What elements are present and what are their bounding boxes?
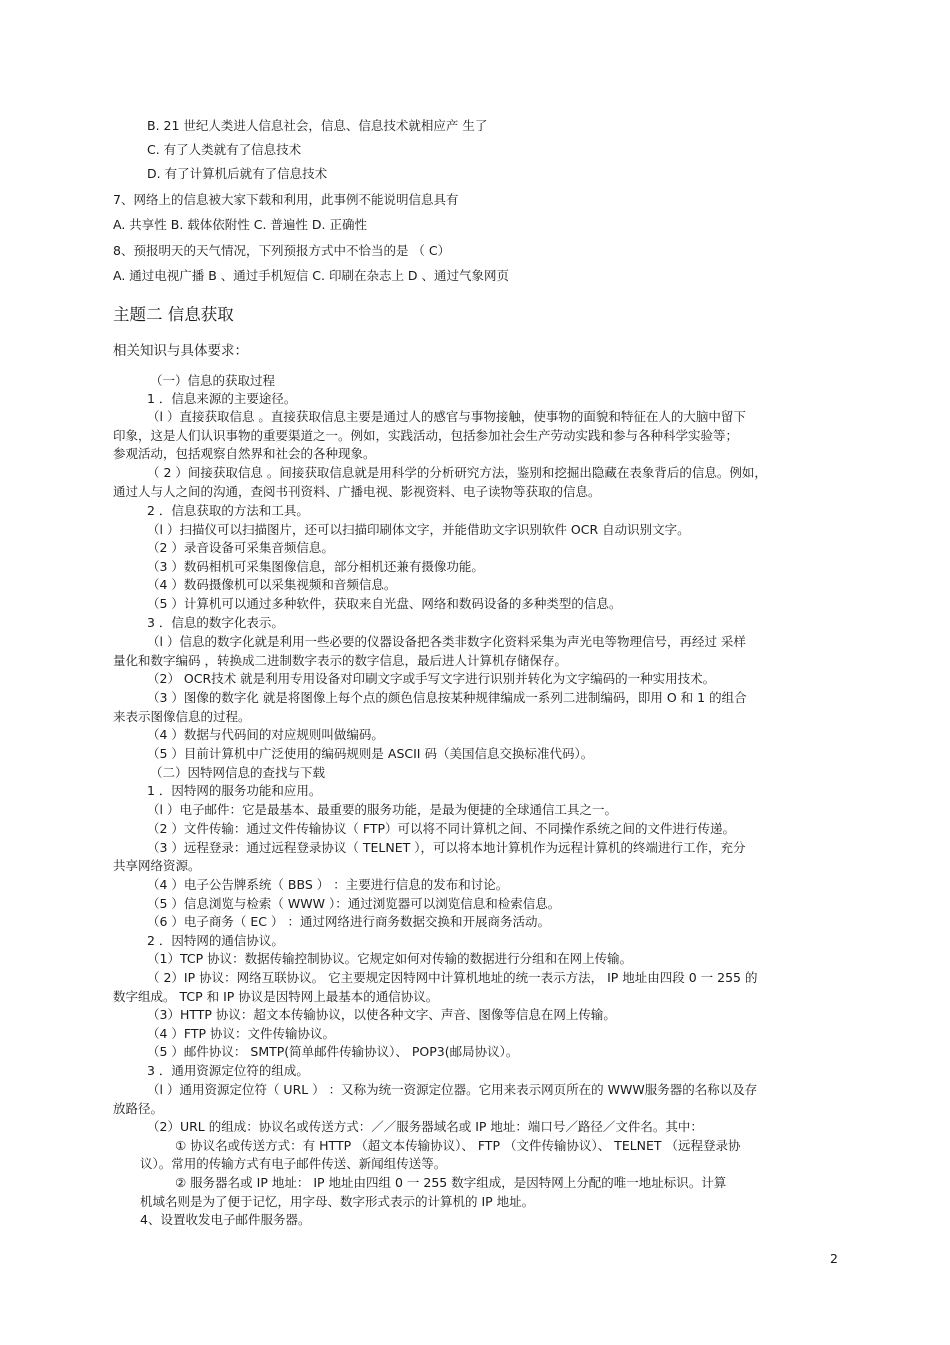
text-line: 3 ．通用资源定位符的组成。: [147, 1063, 309, 1078]
text-line: B. 21 世纪人类进人信息社会，信息、信息技术就相应产 生了: [147, 118, 488, 133]
text-line: A. 通过电视广播 B 、通过手机短信 C. 印刷在杂志上 D 、通过气象网页: [113, 268, 510, 283]
subsection-heading: 相关知识与具体要求：: [113, 343, 248, 359]
page-number: 2: [830, 1251, 838, 1266]
text-line: 参观活动，包括观察自然界和社会的各种现象。: [113, 446, 376, 461]
text-line: （二）因特网信息的查找与下载: [150, 765, 326, 780]
text-line: 议）。常用的传输方式有电子邮件传送、新闻组传送等。: [140, 1156, 447, 1171]
text-line: （3）HTTP 协议：超文本传输协议，以使各种文字、声音、图像等信息在网上传输。: [147, 1007, 616, 1022]
text-line: 通过人与人之间的沟通，查阅书刊资料、广播电视、影视资料、电子读物等获取的信息。: [113, 484, 601, 499]
text-line: （ 2）IP 协议：网络互联协议。 它主要规定因特网中计算机地址的统一表示方法， IP 地址由四段 0 一 255 的: [147, 970, 758, 985]
text-line: 3 ．信息的数字化表示。: [147, 615, 284, 630]
text-line: （ 2 ）间接获取信息 。间接获取信息就是用科学的分析研究方法，鉴别和挖掘出隐藏在表象背后的信息。例如，: [147, 465, 767, 480]
text-line: 印象，这是人们认识事物的重要渠道之一。例如，实践活动，包括参加社会生产劳动实践和参与各种科学实验等；: [113, 428, 739, 443]
text-line: 共享网络资源。: [113, 858, 201, 873]
text-line: 1 ．信息来源的主要途径。: [147, 391, 297, 406]
text-line: （1）TCP 协议：数据传输控制协议。它规定如何对传输的数据进行分组和在网上传输。: [147, 951, 633, 966]
text-line: （l ）信息的数字化就是利用一些必要的仪器设备把各类非数字化资料采集为声光电等物理信号，再经过 采样: [147, 634, 746, 649]
text-line: 放路径。: [113, 1101, 164, 1116]
text-line: 量化和数字编码 ，转换成二进制数字表示的数字信息，最后进人计算机存储保存。: [113, 653, 567, 668]
text-line: ② 服务器名或 IP 地址： IP 地址由四组 0 一 255 数字组成，是因特网上分配的唯一地址标识。计算: [175, 1175, 727, 1190]
text-line: （6 ）电子商务（ EC ） ：通过网络进行商务数据交换和开展商务活动。: [147, 914, 550, 929]
text-line: 来表示图像信息的过程。: [113, 709, 251, 724]
text-line: A. 共享性 B. 载体依附性 C. 普遍性 D. 正确性: [113, 217, 367, 232]
text-line: （l ）通用资源定位符（ URL ） ：又称为统一资源定位器。它用来表示网页所在的 WWW服务器的名称以及存: [147, 1082, 758, 1097]
text-line: （5 ）计算机可以通过多种软件，获取来自光盘、网络和数码设备的多种类型的信息。: [147, 596, 622, 611]
text-line: （4 ）数据与代码间的对应规则叫做编码。: [147, 727, 384, 742]
text-line: 1 ．因特网的服务功能和应用。: [147, 783, 322, 798]
text-line: （2 ）文件传输：通过文件传输协议（ FTP）可以将不同计算机之间、不同操作系统之间的文件进行传递。: [147, 821, 736, 836]
text-line: 8、预报明天的天气情况，下列预报方式中不恰当的是 （ C）: [113, 243, 451, 258]
text-line: （l ）直接获取信息 。直接获取信息主要是通过人的感官与事物接触，使事物的面貌和特征在人的大脑中留下: [147, 409, 746, 424]
text-line: （2） OCR技术 就是利用专用设备对印刷文字或手写文字进行识别并转化为文字编码的一种实用技术。: [147, 671, 716, 686]
text-line: （5 ）信息浏览与检索（ WWW ）：通过浏览器可以浏览信息和检索信息。: [147, 896, 561, 911]
text-line: （l ）电子邮件：它是最基本、最重要的服务功能，是最为便捷的全球通信工具之一。: [147, 802, 617, 817]
text-line: （3 ）远程登录：通过远程登录协议（ TELNET ），可以将本地计算机作为远程计算机的终端进行工作，充分: [147, 840, 746, 855]
text-line: C. 有了人类就有了信息技术: [147, 142, 302, 157]
text-line: （2）URL 的组成：协议名或传送方式：／／服务器域名或 IP 地址：端口号／路径／文件名。其中：: [147, 1119, 703, 1134]
text-line: 数字组成。 TCP 和 IP 协议是因特网上最基本的通信协议。: [113, 989, 439, 1004]
text-line: （3 ）数码相机可采集图像信息，部分相机还兼有摄像功能。: [147, 559, 484, 574]
text-line: （一）信息的获取过程: [150, 373, 276, 388]
text-line: （4 ）FTP 协议：文件传输协议。: [147, 1026, 336, 1041]
text-line: ① 协议名或传送方式：有 HTTP （超文本传输协议）、 FTP （文件传输协议）、 TELNET （远程登录协: [175, 1138, 741, 1153]
text-line: （2 ）录音设备可采集音频信息。: [147, 540, 334, 555]
text-line: （l ）扫描仪可以扫描图片，还可以扫描印刷体文字，并能借助文字识别软件 OCR 自动识别文字。: [147, 522, 690, 537]
text-line: 7、网络上的信息被大家下载和利用，此事例不能说明信息具有: [113, 192, 459, 207]
text-line: 2 ．信息获取的方法和工具。: [147, 503, 309, 518]
text-line: （4 ）数码摄像机可以采集视频和音频信息。: [147, 577, 397, 592]
text-line: （5 ）邮件协议： SMTP(简单邮件传输协议）、 POP3(邮局协议）。: [147, 1044, 519, 1059]
text-line: （5 ）目前计算机中广泛使用的编码规则是 ASCII 码（美国信息交换标准代码）。: [147, 746, 594, 761]
text-line: D. 有了计算机后就有了信息技术: [147, 166, 328, 181]
text-line: 机域名则是为了便于记忆，用字母、数字形式表示的计算机的 IP 地址。: [140, 1194, 535, 1209]
text-line: 4、设置收发电子邮件服务器。: [140, 1212, 311, 1227]
text-line: （3 ）图像的数字化 就是将图像上每个点的颜色信息按某种规律编成一系列二进制编码，即用 O 和 1 的组合: [147, 690, 747, 705]
section-heading: 主题二 信息获取: [113, 305, 234, 324]
text-line: （4 ）电子公告牌系统（ BBS ） ：主要进行信息的发布和讨论。: [147, 877, 509, 892]
text-line: 2 ．因特网的通信协议。: [147, 933, 284, 948]
